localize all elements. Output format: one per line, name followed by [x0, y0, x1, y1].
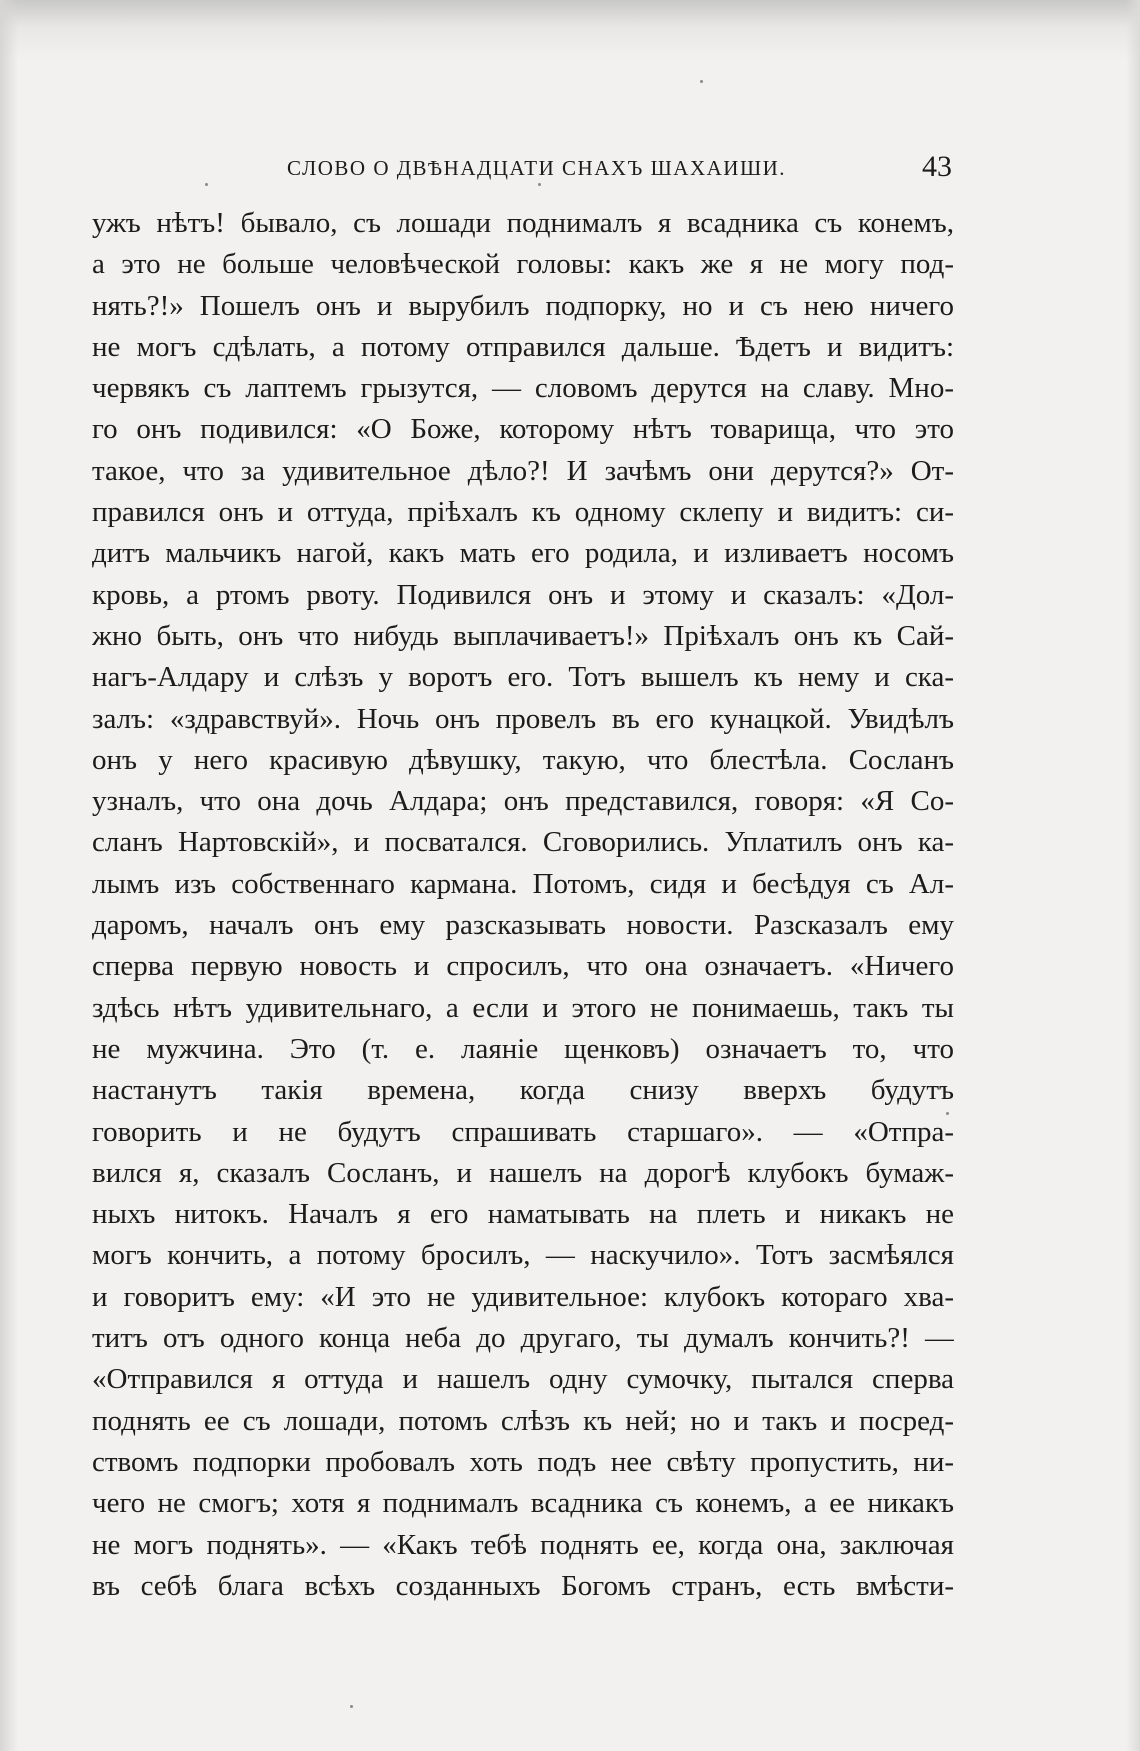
scan-speck	[700, 80, 703, 83]
text-line: нагъ-Алдару и слѣзъ у воротъ его. Тотъ вышелъ къ нему и ска-	[92, 661, 954, 694]
text-line: въ себѣ блага всѣхъ созданныхъ Богомъ странъ, есть вмѣсти-	[92, 1569, 954, 1602]
text-line: такое, что за удивительное дѣло?! И зачѣмъ они дерутся?» От-	[92, 454, 954, 487]
scan-shadow-left	[0, 0, 18, 1751]
text-line: могъ кончить, а потому бросилъ, — наскучило». Тотъ засмѣялся	[92, 1239, 954, 1272]
body-text	[92, 203, 954, 1607]
text-line: даромъ, началъ онъ ему разсказывать новости. Разсказалъ ему	[92, 909, 954, 942]
text-line: говорить и не будутъ спрашивать старшаго». — «Отпра-	[92, 1115, 954, 1148]
text-line: настанутъ такія времена, когда снизу вверхъ будутъ	[92, 1074, 954, 1107]
text-line: поднять ее съ лошади, потомъ слѣзъ къ ней; но и такъ и посред-	[92, 1404, 954, 1437]
text-line: ныхъ нитокъ. Началъ я его наматывать на плеть и никакъ не	[92, 1198, 954, 1231]
text-line: онъ у него красивую дѣвушку, такую, что блестѣла. Сосланъ	[92, 743, 954, 776]
text-line: нять?!» Пошелъ онъ и вырубилъ подпорку, но и съ нею ничего	[92, 289, 954, 322]
text-line: ствомъ подпорки пробовалъ хоть подъ нее свѣту пропустить, ни-	[92, 1445, 954, 1478]
scan-speck	[350, 1705, 353, 1708]
text-line: вился я, сказалъ Сосланъ, и нашелъ на дорогѣ клубокъ бумаж-	[92, 1156, 954, 1189]
text-line: жно быть, онъ что нибудь выплачиваетъ!» Пріѣхалъ онъ къ Сай-	[92, 619, 954, 652]
text-line: не могъ сдѣлать, а потому отправился дальше. Ѣдетъ и видитъ:	[92, 330, 954, 363]
text-line: правился онъ и оттуда, пріѣхалъ къ одному склепу и видитъ: си-	[92, 496, 954, 529]
text-line: червякъ съ лаптемъ грызутся, — словомъ дерутся на славу. Мно-	[92, 372, 954, 405]
text-line: здѣсь нѣтъ удивительнаго, а если и этого не понимаешь, такъ ты	[92, 991, 954, 1024]
text-line: го онъ подивился: «О Боже, которому нѣтъ товарища, что это	[92, 413, 954, 446]
text-line: не мужчина. Это (т. е. лаяніе щенковъ) означаетъ то, что	[92, 1032, 954, 1065]
page-header	[92, 150, 952, 190]
page-number: 43	[922, 150, 952, 183]
text-line: кровь, а ртомъ рвоту. Подивился онъ и этому и сказалъ: «Дол-	[92, 578, 954, 611]
text-line: титъ отъ одного конца неба до другаго, ты думалъ кончить?! —	[92, 1322, 954, 1355]
text-line: и говоритъ ему: «И это не удивительное: клубокъ котораго хва-	[92, 1280, 954, 1313]
text-line: дитъ мальчикъ нагой, какъ мать его родила, и изливаетъ носомъ	[92, 537, 954, 570]
text-line: «Отправился я оттуда и нашелъ одну сумочку, пытался сперва	[92, 1363, 954, 1396]
scan-shadow-top	[0, 0, 1140, 60]
text-line: чего не смогъ; хотя я поднималъ всадника съ конемъ, а ее никакъ	[92, 1487, 954, 1520]
scan-shadow-right	[1126, 0, 1140, 1751]
text-line: сперва первую новость и спросилъ, что она означаетъ. «Ничего	[92, 950, 954, 983]
running-title: СЛОВО О ДВѢНАДЦАТИ СНАХЪ ШАХАИШИ.	[287, 156, 787, 180]
text-line: не могъ поднять». — «Какъ тебѣ поднять ее, когда она, заключая	[92, 1528, 954, 1561]
text-line: а это не больше человѣческой головы: какъ же я не могу под-	[92, 248, 954, 281]
text-line: залъ: «здравствуй». Ночь онъ провелъ въ его кунацкой. Увидѣлъ	[92, 702, 954, 735]
text-line: узналъ, что она дочь Алдара; онъ представился, говоря: «Я Со-	[92, 785, 954, 818]
text-line: лымъ изъ собственнаго кармана. Потомъ, сидя и бесѣдуя съ Ал-	[92, 867, 954, 900]
text-line: сланъ Нартовскій», и посватался. Сговорились. Уплатилъ онъ ка-	[92, 826, 954, 859]
text-line: ужъ нѣтъ! бывало, съ лошади поднималъ я всадника съ конемъ,	[92, 207, 954, 239]
